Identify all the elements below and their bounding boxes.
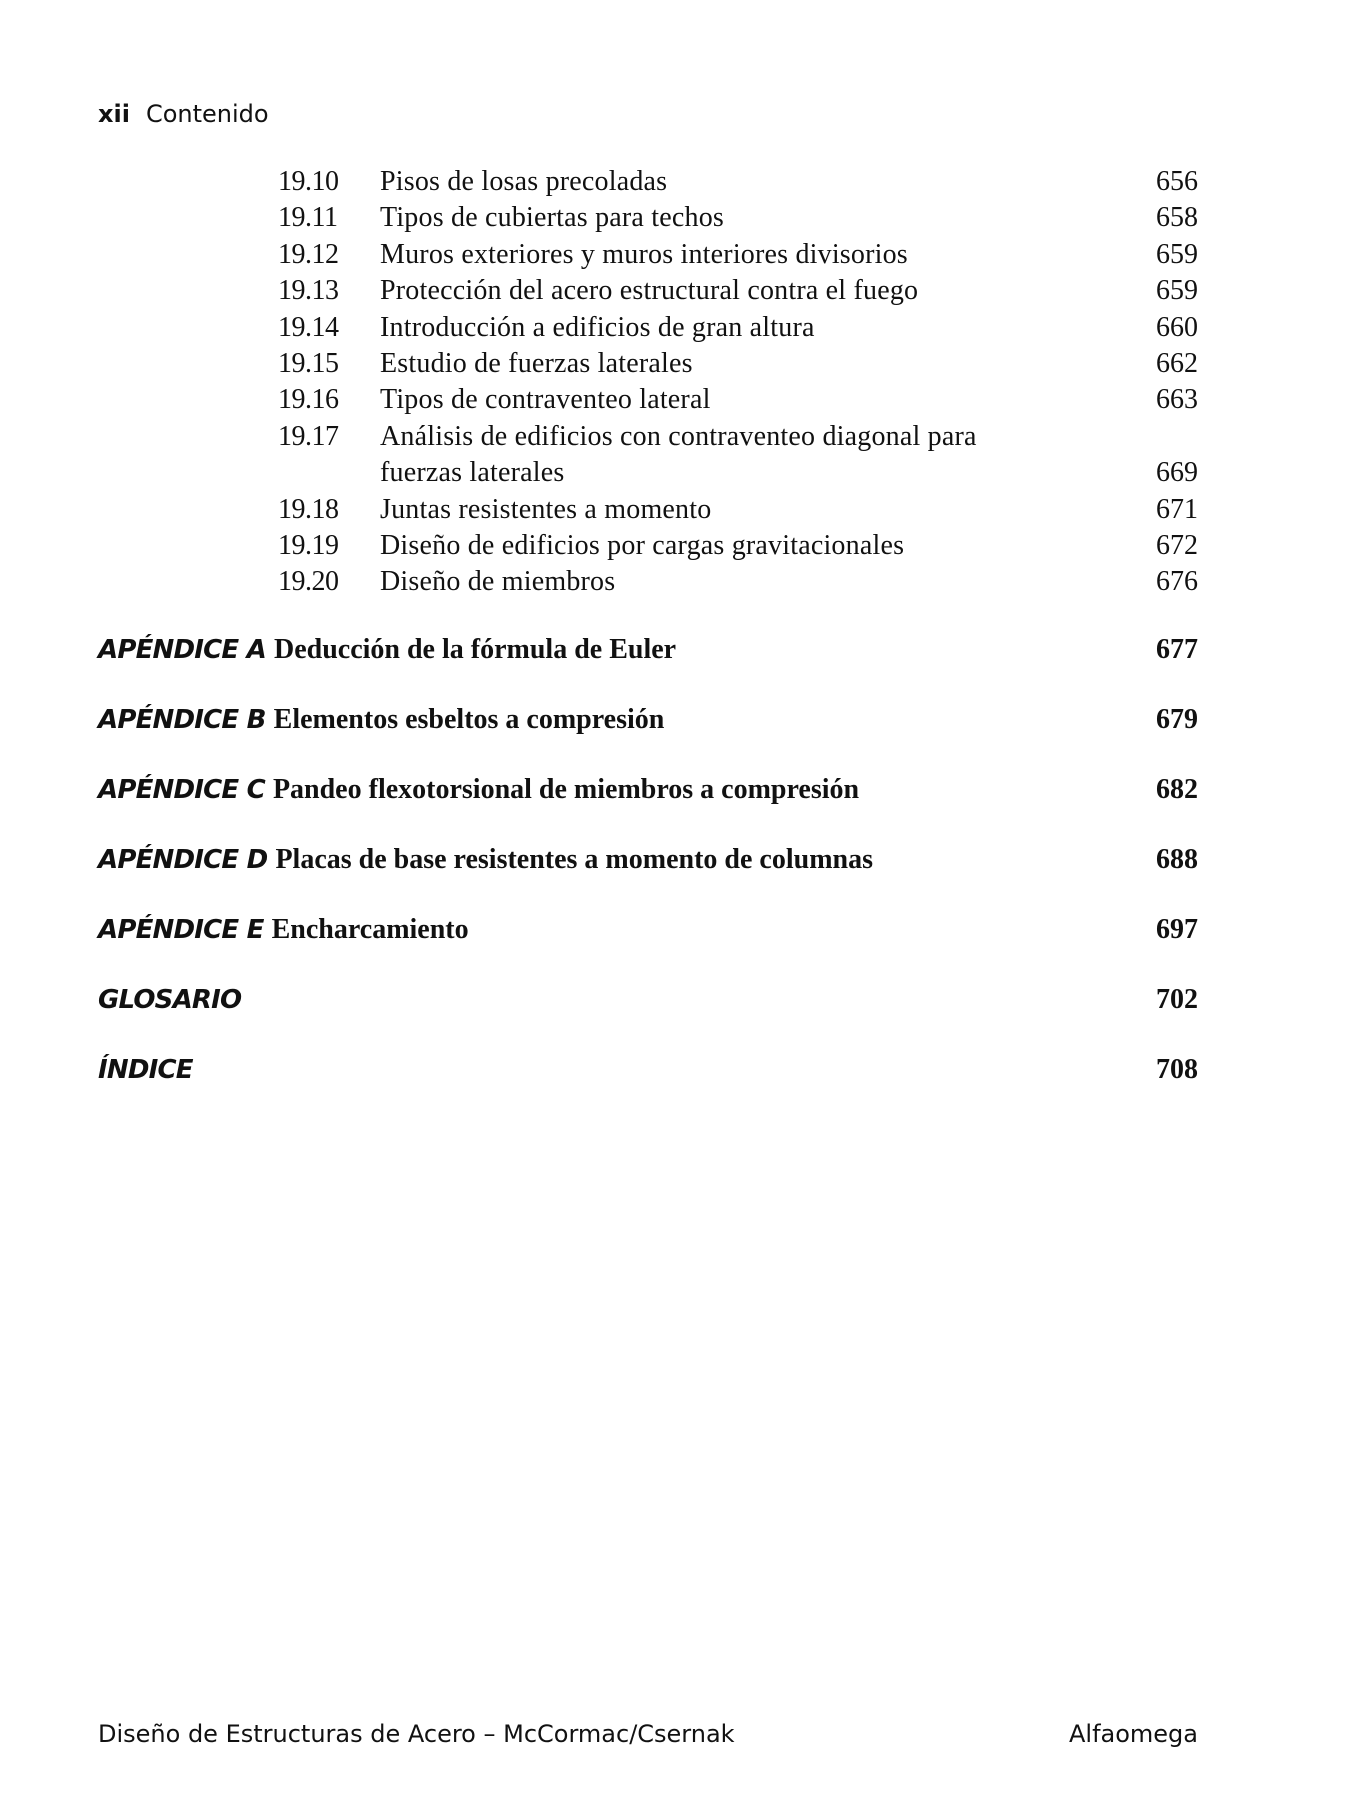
book-title: Diseño de Estructuras de Acero – McCormac/Csernak [98,1720,735,1748]
section-page: 659 [1156,238,1198,270]
appendix-entry [0,913,1351,983]
appendix-page: 688 [1156,844,1198,875]
glossary-entry [0,983,1351,1053]
section-number: 19.17 [278,420,339,452]
section-page: 672 [1156,529,1198,561]
section-title: Juntas resistentes a momento [380,493,712,525]
appendix-title: Placas de base resistentes a momento de columnas [275,844,873,875]
section-number: 19.13 [278,275,339,307]
section-page: 656 [1156,166,1198,197]
running-head: Contenido [145,100,269,128]
toc-entry [0,492,1351,528]
glossary-page: 702 [1156,984,1198,1015]
toc-entry [0,164,1351,200]
appendix-label [98,773,859,807]
section-title: Análisis de edificios con contraventeo diagonal para fuerzas laterales [380,420,977,488]
glossary-label-text: GLOSARIO [98,985,242,1015]
appendix-label [98,633,676,667]
section-title: Diseño de miembros [380,566,616,598]
publisher-name: Alfaomega [1068,1720,1198,1748]
section-page: 676 [1156,566,1198,598]
section-number: 19.18 [278,493,339,525]
appendix-entry [0,773,1351,843]
toc-entry [0,273,1351,309]
appendix-label [98,913,469,947]
section-page: 659 [1156,275,1198,307]
section-title: Protección del acero estructural contra el fuego [380,275,919,307]
section-title: Pisos de losas precoladas [380,166,668,197]
section-page: 669 [1156,457,1198,489]
section-number: 19.16 [278,384,339,416]
index-label [98,1053,193,1087]
appendix-page: 677 [1156,634,1198,665]
section-page: 663 [1156,384,1198,416]
section-title: Muros exteriores y muros interiores divisorios [380,238,908,270]
appendix-title: Encharcamiento [271,914,469,945]
section-number: 19.14 [278,311,339,343]
toc-entry [0,419,1351,492]
appendix-list [0,633,1351,1123]
appendix-page: 682 [1156,774,1198,805]
toc-entry [0,237,1351,273]
appendix-label [98,843,873,877]
toc-entry [0,346,1351,382]
appendix-entry [0,633,1351,703]
toc-entry [0,310,1351,346]
toc-entry [0,564,1351,600]
appendix-title: Deducción de la fórmula de Euler [273,634,677,665]
section-title: Introducción a edificios de gran altura [380,311,815,343]
appendix-title: Pandeo flexotorsional de miembros a compresión [272,774,860,805]
section-number: 19.10 [278,166,339,197]
appendix-label-text: APÉNDICE E [98,915,264,945]
section-page: 658 [1156,202,1198,234]
appendix-entry [0,703,1351,773]
section-number: 19.19 [278,529,339,561]
appendix-label-text: APÉNDICE B [98,705,266,735]
appendix-page: 679 [1156,704,1198,735]
section-number: 19.20 [278,566,339,598]
appendix-label-text: APÉNDICE C [98,775,265,805]
section-list [0,164,1351,601]
section-number: 19.15 [278,347,339,379]
appendix-label-text: APÉNDICE A [98,635,266,665]
section-number: 19.11 [278,202,338,234]
appendix-entry [0,843,1351,913]
index-label-text: ÍNDICE [98,1055,193,1085]
appendix-title: Elementos esbeltos a compresión [273,704,665,735]
page-number: xii [98,100,130,128]
section-number: 19.12 [278,238,339,270]
toc-entry [0,382,1351,418]
section-page: 660 [1156,311,1198,343]
index-page: 708 [1156,1054,1198,1085]
page-header [98,98,269,130]
section-title: Tipos de cubiertas para techos [380,202,724,234]
appendix-label-text: APÉNDICE D [98,845,268,875]
section-title: Tipos de contraventeo lateral [380,384,711,416]
glossary-label [98,983,241,1017]
toc-entry [0,528,1351,564]
section-page: 662 [1156,347,1198,379]
index-entry [0,1053,1351,1123]
appendix-page: 697 [1156,914,1198,945]
toc-entry [0,200,1351,236]
section-title: Estudio de fuerzas laterales [380,347,693,379]
section-page: 671 [1156,493,1198,525]
appendix-label [98,703,664,737]
section-title: Diseño de edificios por cargas gravitacionales [380,529,905,561]
